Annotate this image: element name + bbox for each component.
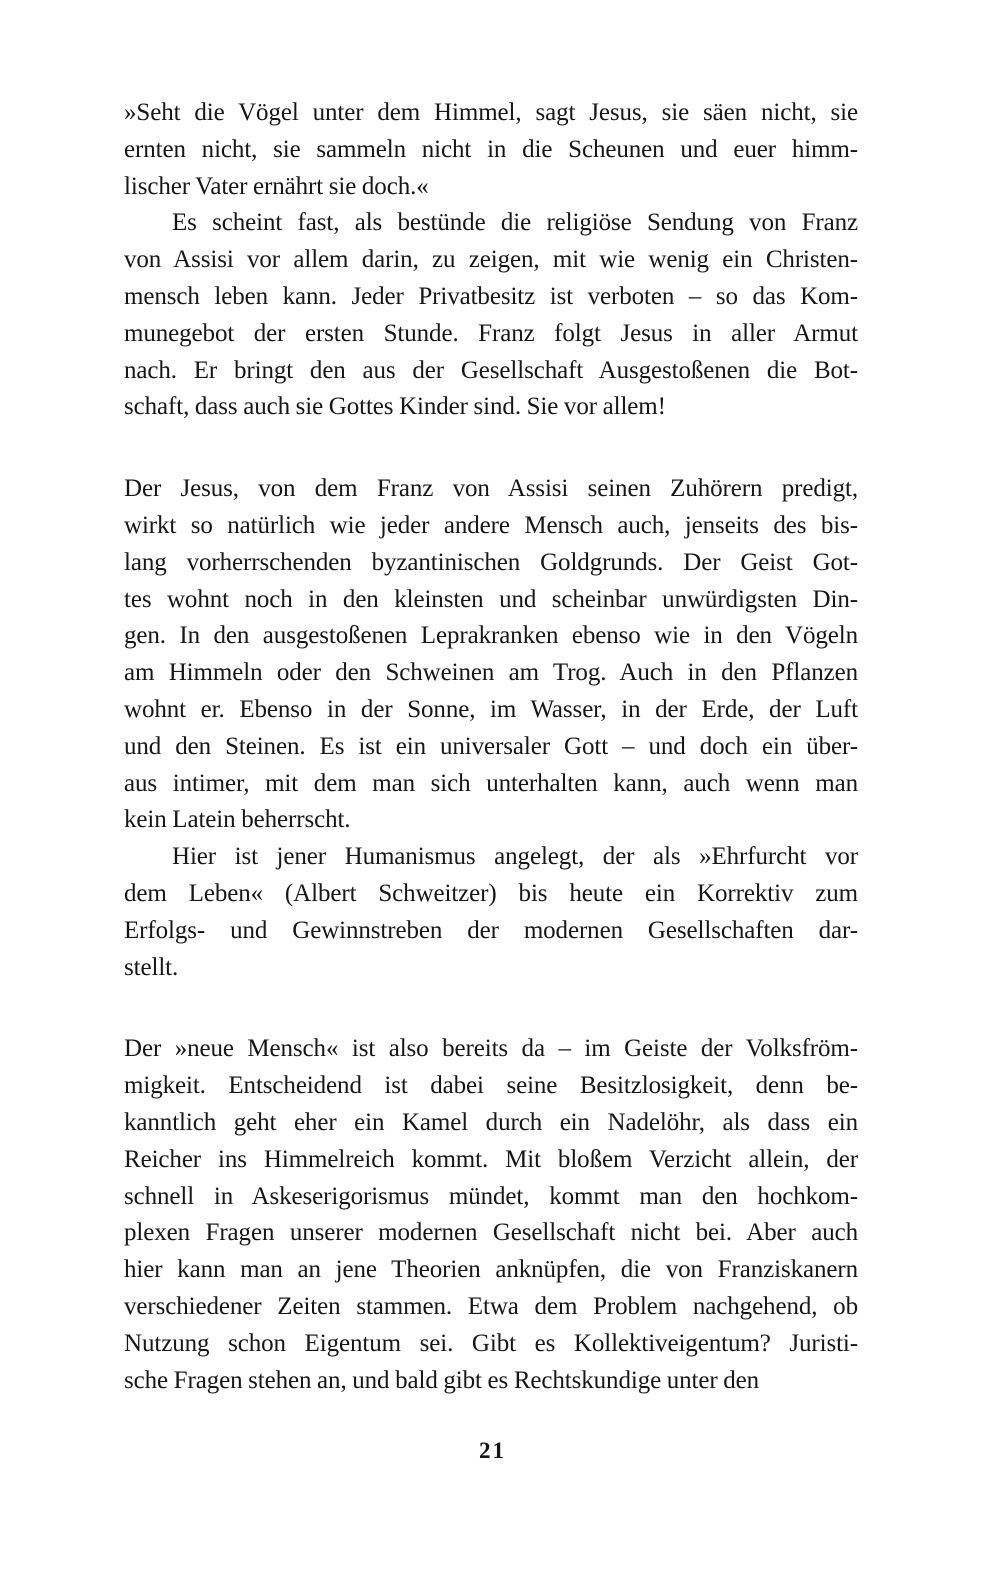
- text-line: am Himmeln oder den Schweinen am Trog. Auch in den Pflanzen: [124, 659, 858, 687]
- text-line: wirkt so natürlich wie jeder andere Mensch auch, jenseits des bis-: [124, 511, 858, 539]
- text-line: Der »neue Mensch« ist also bereits da – im Geiste der Volksfröm-: [124, 1035, 858, 1063]
- text-line: Der Jesus, von dem Franz von Assisi seinen Zuhörern predigt,: [124, 475, 858, 503]
- text-line: und den Steinen. Es ist ein universaler Gott – und doch ein über-: [124, 732, 858, 760]
- paragraph: [124, 205, 858, 426]
- text-line: munegebot der ersten Stunde. Franz folgt Jesus in aller Armut: [124, 319, 858, 347]
- text-line: »Seht die Vögel unter dem Himmel, sagt Jesus, sie säen nicht, sie: [124, 99, 858, 126]
- text-line: Nutzung schon Eigentum sei. Gibt es Kollektiveigentum? Juristi-: [124, 1329, 858, 1357]
- paragraph: [124, 95, 858, 205]
- text-line: schnell in Askeserigorismus mündet, kommt man den hochkom-: [124, 1182, 858, 1210]
- text-line: aus intimer, mit dem man sich unterhalten kann, auch wenn man: [124, 769, 858, 797]
- text-line: stellt.: [124, 953, 179, 981]
- text-line: dem Leben« (Albert Schweitzer) bis heute ein Korrektiv zum: [124, 879, 858, 907]
- text-line: schaft, dass auch sie Gottes Kinder sind. Sie vor allem!: [124, 393, 666, 421]
- text-line: mensch leben kann. Jeder Privatbesitz ist verboten – so das Kom-: [124, 282, 858, 310]
- text-line: tes wohnt noch in den kleinsten und scheinbar unwürdigsten Din-: [124, 585, 858, 613]
- paragraph: [124, 1031, 858, 1399]
- text-line: hier kann man an jene Theorien anknüpfen, die von Franziskanern: [124, 1256, 858, 1284]
- text-line: migkeit. Entscheidend ist dabei seine Besitzlosigkeit, denn be-: [124, 1072, 858, 1100]
- text-line: kanntlich geht eher ein Kamel durch ein Nadelöhr, als dass ein: [124, 1108, 858, 1136]
- text-line: verschiedener Zeiten stammen. Etwa dem Problem nachgehend, ob: [124, 1292, 858, 1320]
- page-number: 21: [479, 1438, 506, 1463]
- text-line: Es scheint fast, als bestünde die religiöse Sendung von Franz: [172, 209, 858, 237]
- text-block: [124, 95, 858, 1399]
- paragraph: [124, 471, 858, 839]
- text-line: nach. Er bringt den aus der Gesellschaft Ausgestoßenen die Bot-: [124, 356, 858, 384]
- text-line: Reicher ins Himmelreich kommt. Mit bloßem Verzicht allein, der: [124, 1145, 858, 1173]
- text-line: von Assisi vor allem darin, zu zeigen, mit wie wenig ein Christen-: [124, 246, 858, 274]
- text-line: lang vorherrschenden byzantinischen Goldgrunds. Der Geist Got-: [124, 548, 858, 576]
- text-line: wohnt er. Ebenso in der Sonne, im Wasser, in der Erde, der Luft: [124, 695, 858, 723]
- text-line: sche Fragen stehen an, und bald gibt es Rechtskundige unter den: [124, 1366, 760, 1394]
- text-line: ernten nicht, sie sammeln nicht in die Scheunen und euer himm-: [124, 135, 858, 163]
- text-line: Hier ist jener Humanismus angelegt, der als »Ehrfurcht vor: [172, 843, 858, 871]
- text-line: Erfolgs- und Gewinnstreben der modernen Gesellschaften dar-: [124, 916, 858, 944]
- text-line: kein Latein beherrscht.: [124, 806, 351, 834]
- text-line: lischer Vater ernährt sie doch.«: [124, 172, 429, 200]
- text-line: plexen Fragen unserer modernen Gesellschaft nicht bei. Aber auch: [124, 1219, 858, 1247]
- text-line: gen. In den ausgestoßenen Leprakranken ebenso wie in den Vögeln: [124, 622, 858, 650]
- paragraph: [124, 839, 858, 986]
